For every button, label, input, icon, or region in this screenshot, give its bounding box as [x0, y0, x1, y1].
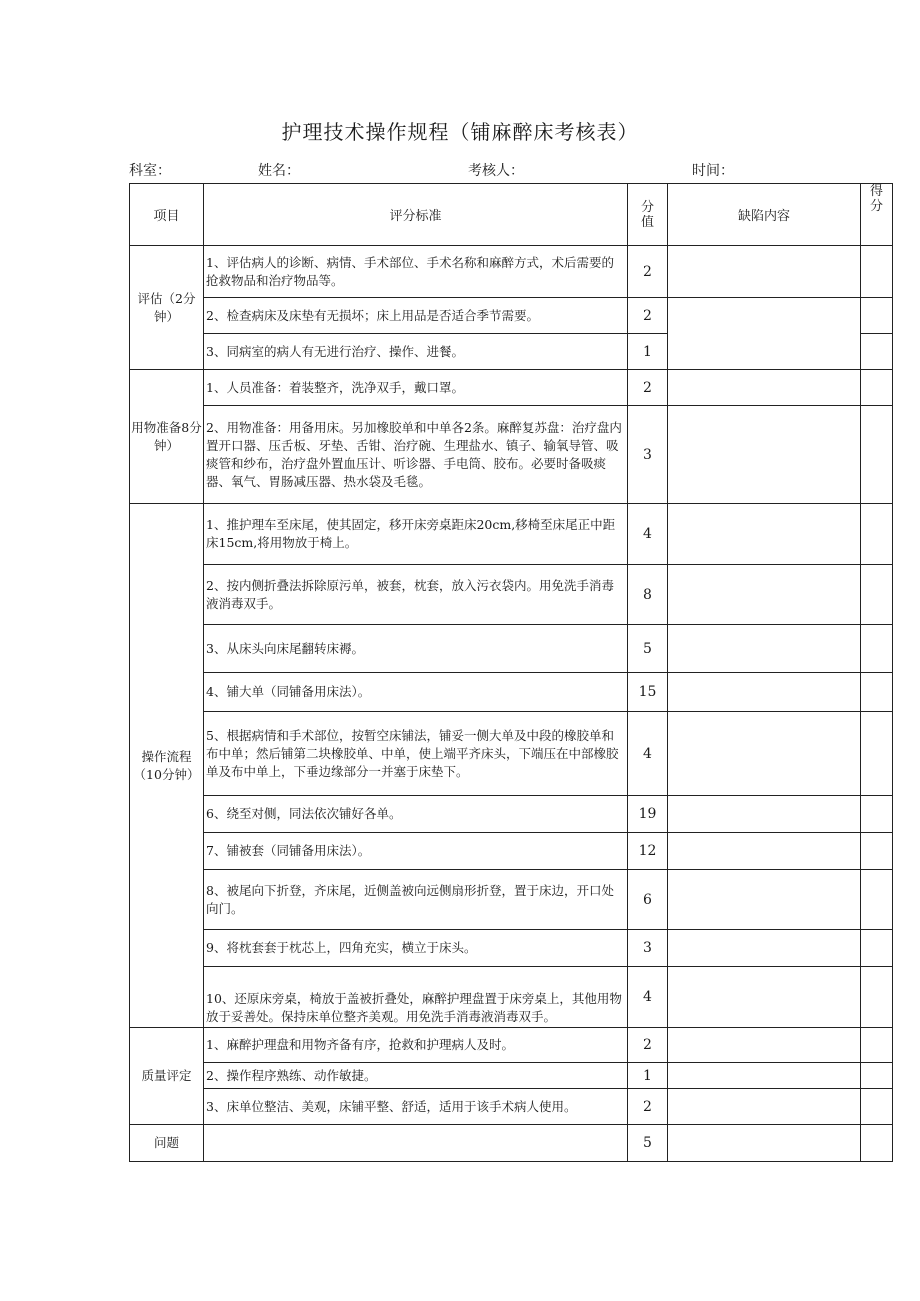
table-row: [130, 246, 893, 298]
table-row: [130, 870, 893, 930]
score-cell: 4: [628, 504, 668, 565]
department-label: 科室：: [129, 163, 171, 179]
defect-cell[interactable]: [668, 796, 861, 833]
name-label: 姓名：: [258, 163, 300, 179]
table-row: [130, 565, 893, 625]
table-row: [130, 930, 893, 967]
table-row: [130, 1063, 893, 1089]
criteria-cell: 6、绕至对侧，同法依次铺好各单。: [204, 796, 628, 833]
question-cell[interactable]: [204, 1125, 628, 1162]
header-got: [861, 184, 893, 246]
criteria-cell: 8、被尾向下折登，齐床尾，近侧盖被向远侧扇形折登，置于床边，开口处向门。: [204, 870, 628, 930]
table-row: [130, 625, 893, 673]
table-row: [130, 796, 893, 833]
table-row: [130, 406, 893, 504]
got-cell[interactable]: [861, 504, 893, 565]
score-cell: 3: [628, 406, 668, 504]
defect-cell[interactable]: [668, 930, 861, 967]
score-cell: 2: [628, 1028, 668, 1063]
got-cell[interactable]: [861, 1125, 893, 1162]
got-cell[interactable]: [861, 1028, 893, 1063]
got-cell[interactable]: [861, 673, 893, 712]
table-row: [130, 1028, 893, 1063]
got-cell[interactable]: [861, 565, 893, 625]
defect-cell[interactable]: [668, 504, 861, 565]
defect-cell[interactable]: [668, 625, 861, 673]
table-row: [130, 833, 893, 870]
defect-cell[interactable]: [668, 565, 861, 625]
got-cell[interactable]: [861, 298, 893, 334]
defect-cell[interactable]: [668, 1089, 861, 1125]
got-cell[interactable]: [861, 833, 893, 870]
defect-cell[interactable]: [668, 833, 861, 870]
defect-cell[interactable]: [668, 1063, 861, 1089]
table-header-row: [130, 184, 893, 246]
defect-cell[interactable]: [668, 1125, 861, 1162]
criteria-cell: 2、检查病床及床垫有无损坏；床上用品是否适合季节需要。: [204, 298, 628, 334]
header-item: 项目: [130, 184, 204, 246]
criteria-cell: 1、麻醉护理盘和用物齐备有序，抢救和护理病人及时。: [204, 1028, 628, 1063]
criteria-cell: 4、铺大单（同铺备用床法）。: [204, 673, 628, 712]
score-cell: 2: [628, 246, 668, 298]
score-cell: 5: [628, 1125, 668, 1162]
defect-cell[interactable]: [668, 298, 861, 370]
defect-cell[interactable]: [668, 246, 861, 298]
score-cell: 2: [628, 1089, 668, 1125]
score-cell: 4: [628, 967, 668, 1028]
criteria-cell: 10、还原床旁桌，椅放于盖被折叠处，麻醉护理盘置于床旁桌上，其他用物放于妥善处。保持床单位整齐美观。用免洗手消毒液消毒双手。: [204, 967, 628, 1028]
time-label: 时间：: [692, 163, 734, 179]
criteria-cell: 3、床单位整洁、美观，床铺平整、舒适，适用于该手术病人使用。: [204, 1089, 628, 1125]
defect-cell[interactable]: [668, 370, 861, 406]
score-cell: 15: [628, 673, 668, 712]
defect-cell[interactable]: [668, 1028, 861, 1063]
defect-cell[interactable]: [668, 967, 861, 1028]
defect-cell[interactable]: [668, 406, 861, 504]
got-cell[interactable]: [861, 796, 893, 833]
page-title: 护理技术操作规程（铺麻醉床考核表）: [281, 120, 639, 144]
criteria-cell: 5、根据病情和手术部位，按暂空床铺法，铺妥一侧大单及中段的橡胶单和布中单；然后铺第二块橡胶单、中单，使上端平齐床头，下端压在中部橡胶单及布中单上，下垂边缘部分一并塞于床垫下。: [204, 712, 628, 796]
got-cell[interactable]: [861, 406, 893, 504]
table-row: [130, 298, 893, 334]
header-score-text: 分值: [640, 199, 654, 230]
table-row: [130, 370, 893, 406]
table-row: [130, 712, 893, 796]
criteria-cell: 1、评估病人的诊断、病情、手术部位、手术名称和麻醉方式，术后需要的抢救物品和治疗物品等。: [204, 246, 628, 298]
score-cell: 5: [628, 625, 668, 673]
got-cell[interactable]: [861, 246, 893, 298]
score-cell: 3: [628, 930, 668, 967]
score-cell: 8: [628, 565, 668, 625]
score-cell: 2: [628, 370, 668, 406]
got-cell[interactable]: [861, 625, 893, 673]
score-cell: 19: [628, 796, 668, 833]
score-cell: 2: [628, 298, 668, 334]
table-row: [130, 504, 893, 565]
defect-cell[interactable]: [668, 712, 861, 796]
criteria-cell: 3、从床头向床尾翻转床褥。: [204, 625, 628, 673]
got-cell[interactable]: [861, 370, 893, 406]
criteria-cell: 1、推护理车至床尾，使其固定，移开床旁桌距床20cm,移椅至床尾正中距床15cm,将用物放于椅上。: [204, 504, 628, 565]
section-assess-label: 评估（2分钟）: [130, 246, 204, 370]
header-got-text: 得分: [869, 184, 883, 214]
section-process-label: 操作流程（10分钟）: [130, 504, 204, 1028]
score-cell: 4: [628, 712, 668, 796]
got-cell[interactable]: [861, 712, 893, 796]
table-row: [130, 1125, 893, 1162]
score-cell: 1: [628, 1063, 668, 1089]
got-cell[interactable]: [861, 1063, 893, 1089]
criteria-cell: 9、将枕套套于枕芯上，四角充实，横立于床头。: [204, 930, 628, 967]
got-cell[interactable]: [861, 967, 893, 1028]
criteria-cell: 2、按内侧折叠法拆除原污单，被套，枕套，放入污衣袋内。用免洗手消毒液消毒双手。: [204, 565, 628, 625]
header-defect: 缺陷内容: [668, 184, 861, 246]
table-row: [130, 967, 893, 1028]
got-cell[interactable]: [861, 870, 893, 930]
defect-cell[interactable]: [668, 870, 861, 930]
got-cell[interactable]: [861, 1089, 893, 1125]
got-cell[interactable]: [861, 334, 893, 370]
criteria-cell: 2、操作程序熟练、动作敏捷。: [204, 1063, 628, 1089]
header-criteria: 评分标准: [204, 184, 628, 246]
criteria-cell: 1、人员准备：着装整齐，洗净双手，戴口罩。: [204, 370, 628, 406]
section-quality-label: 质量评定: [130, 1028, 204, 1125]
assessment-table: [129, 183, 893, 1162]
score-cell: 6: [628, 870, 668, 930]
score-cell: 12: [628, 833, 668, 870]
score-cell: 1: [628, 334, 668, 370]
criteria-cell: 2、用物准备：用备用床。另加橡胶单和中单各2条。麻醉复苏盘：治疗盘内置开口器、压舌板、牙垫、舌钳、治疗碗、生理盐水、镇子、输氧导管、吸痰管和纱布，治疗盘外置血压计、听诊器、手电筒、胶布。必要时备吸痰器、氧气、胃肠减压器、热水袋及毛毯。: [204, 406, 628, 504]
got-cell[interactable]: [861, 930, 893, 967]
criteria-cell: 3、同病室的病人有无进行治疗、操作、进餐。: [204, 334, 628, 370]
header-score: [628, 184, 668, 246]
defect-cell[interactable]: [668, 673, 861, 712]
section-supplies-label: 用物准备8分钟）: [130, 370, 204, 504]
criteria-cell: 7、铺被套（同铺备用床法）。: [204, 833, 628, 870]
section-question-label: 问题: [130, 1125, 204, 1162]
examiner-label: 考核人：: [468, 163, 524, 179]
table-row: [130, 1089, 893, 1125]
table-row: [130, 673, 893, 712]
